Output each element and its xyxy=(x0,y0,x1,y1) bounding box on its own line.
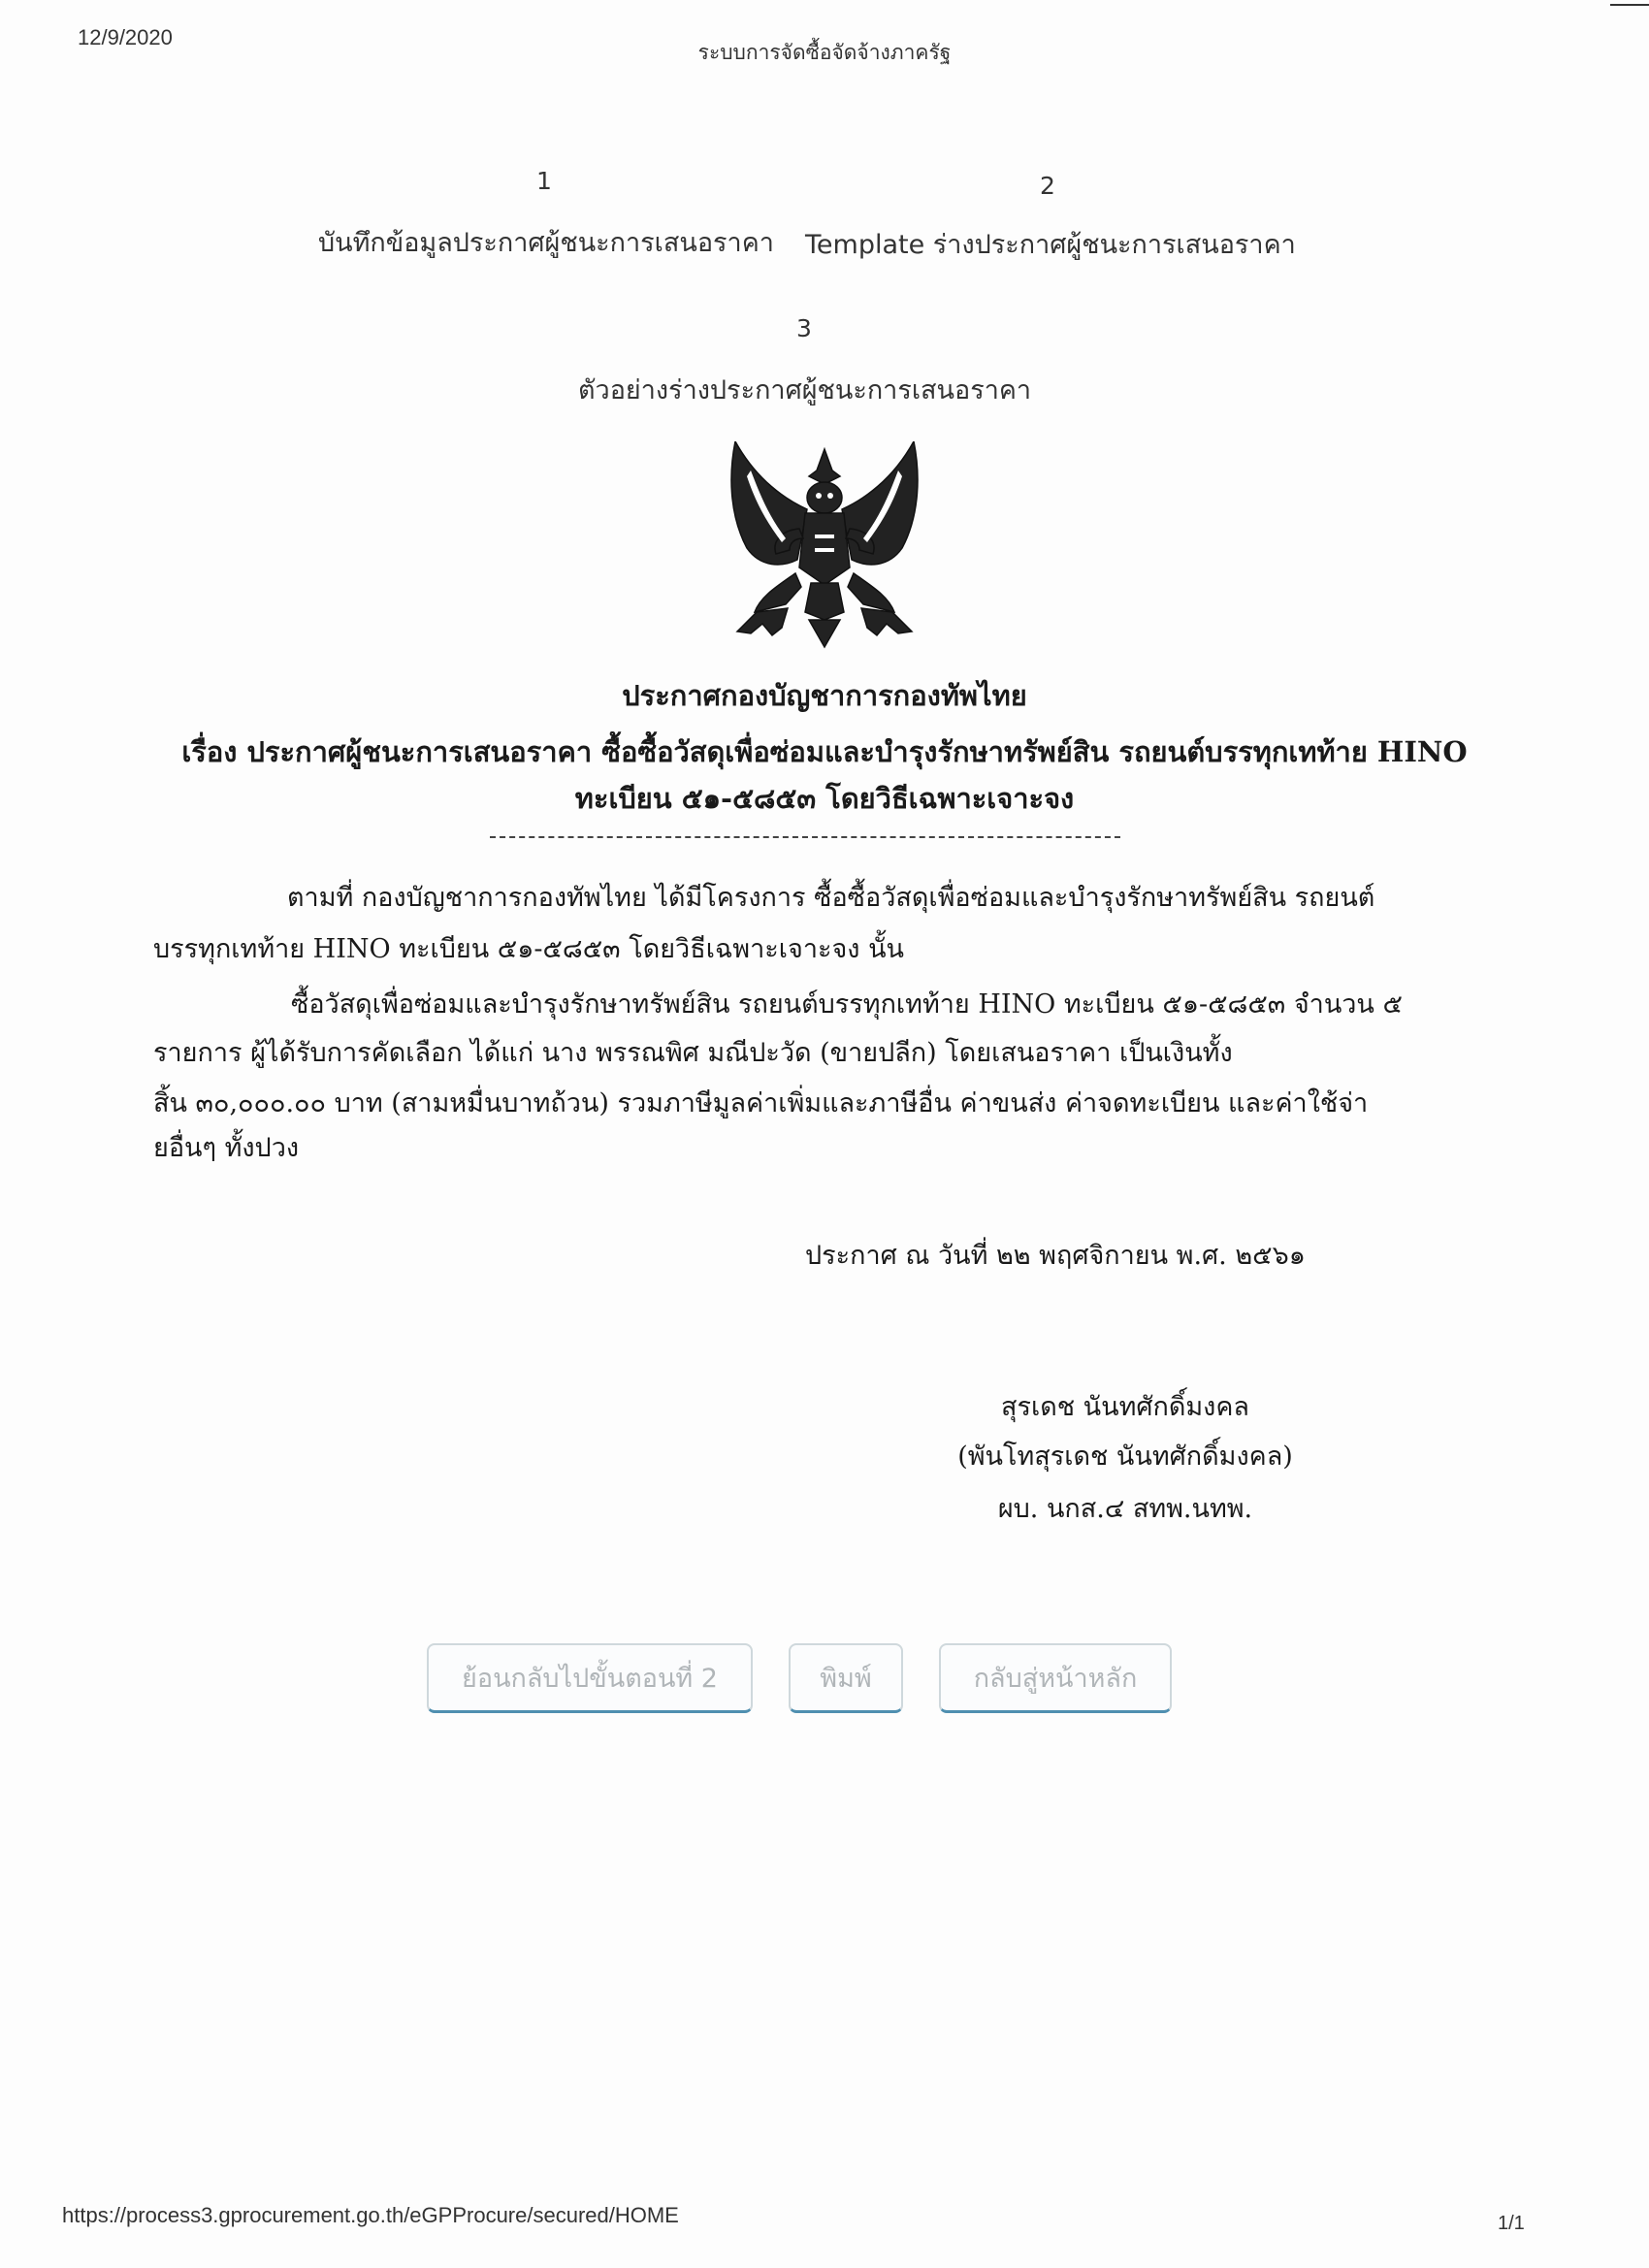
step-2-number: 2 xyxy=(1040,172,1055,200)
announcement-title-line3: ทะเบียน ๕๑-๕๘๕๓ โดยวิธีเฉพาะเจาะจง xyxy=(574,782,1075,815)
signer-full-name: (พันโทสุรเดช นันทศักดิ์มงคล) xyxy=(957,1442,1293,1472)
print-url: https://process3.gprocurement.go.th/eGPProcure/secured/HOME xyxy=(62,2203,679,2227)
announcement-title-line2: เรื่อง ประกาศผู้ชนะการเสนอราคา ซื้อซื้อวัสดุเพื่อซ่อมและบำรุงรักษาทรัพย์สิน รถยนต์บรรทุกเทท้าย HINO xyxy=(181,735,1468,768)
step-2-label[interactable]: Template ร่างประกาศผู้ชนะการเสนอราคา xyxy=(805,230,1296,260)
print-site-title: ระบบการจัดซื้อจัดจ้างภาครัฐ xyxy=(697,41,952,64)
announcement-date: ประกาศ ณ วันที่ ๒๒ พฤศจิกายน พ.ศ. ๒๕๖๑ xyxy=(805,1241,1306,1271)
paragraph2-line2: รายการ ผู้ได้รับการคัดเลือก ได้แก่ นาง พรรณพิศ มณีปะวัด (ขายปลีก) โดยเสนอราคา เป็นเงินทั้ง xyxy=(153,1038,1233,1068)
corner-mark xyxy=(1610,4,1649,6)
step-1-label[interactable]: บันทึกข้อมูลประกาศผู้ชนะการเสนอราคา xyxy=(318,228,774,258)
step-3-number: 3 xyxy=(796,314,812,342)
garuda-emblem-icon xyxy=(718,441,931,650)
paragraph1-line1: ตามที่ กองบัญชาการกองทัพไทย ได้มีโครงการ ซื้อซื้อวัสดุเพื่อซ่อมและบำรุงรักษาทรัพย์สิน รถยนต์ xyxy=(287,883,1375,913)
print-button[interactable]: พิมพ์ xyxy=(789,1643,903,1713)
signer-position: ผบ. นกส.๔ สทพ.นทพ. xyxy=(997,1494,1253,1524)
home-button[interactable]: กลับสู่หน้าหลัก xyxy=(939,1643,1172,1713)
divider-line xyxy=(490,836,1120,838)
step-3-label[interactable]: ตัวอย่างร่างประกาศผู้ชนะการเสนอราคา xyxy=(578,375,1032,405)
signer-name: สุรเดช นันทศักดิ์มงคล xyxy=(1001,1392,1249,1422)
paragraph2-line4: ยอื่นๆ ทั้งปวง xyxy=(153,1133,300,1163)
print-page-number: 1/1 xyxy=(1498,2213,1525,2234)
paragraph2-line1: ซื้อวัสดุเพื่อซ่อมและบำรุงรักษาทรัพย์สิน รถยนต์บรรทุกเทท้าย HINO ทะเบียน ๕๑-๕๘๕๓ จำนวน ๕ xyxy=(291,989,1403,1020)
back-to-step-2-button[interactable]: ย้อนกลับไปขั้นตอนที่ 2 xyxy=(427,1643,753,1713)
paragraph2-line3: สิ้น ๓๐,๐๐๐.๐๐ บาท (สามหมื่นบาทถ้วน) รวมภาษีมูลค่าเพิ่มและภาษีอื่น ค่าขนส่ง ค่าจดทะเบียน และค่าใช้จ่า xyxy=(153,1088,1369,1118)
announcement-title-line1: ประกาศกองบัญชาการกองทัพไทย xyxy=(622,679,1027,712)
print-date: 12/9/2020 xyxy=(78,25,173,49)
paragraph1-line2: บรรทุกเทท้าย HINO ทะเบียน ๕๑-๕๘๕๓ โดยวิธีเฉพาะเจาะจง นั้น xyxy=(153,934,904,964)
step-1-number: 1 xyxy=(536,167,552,195)
